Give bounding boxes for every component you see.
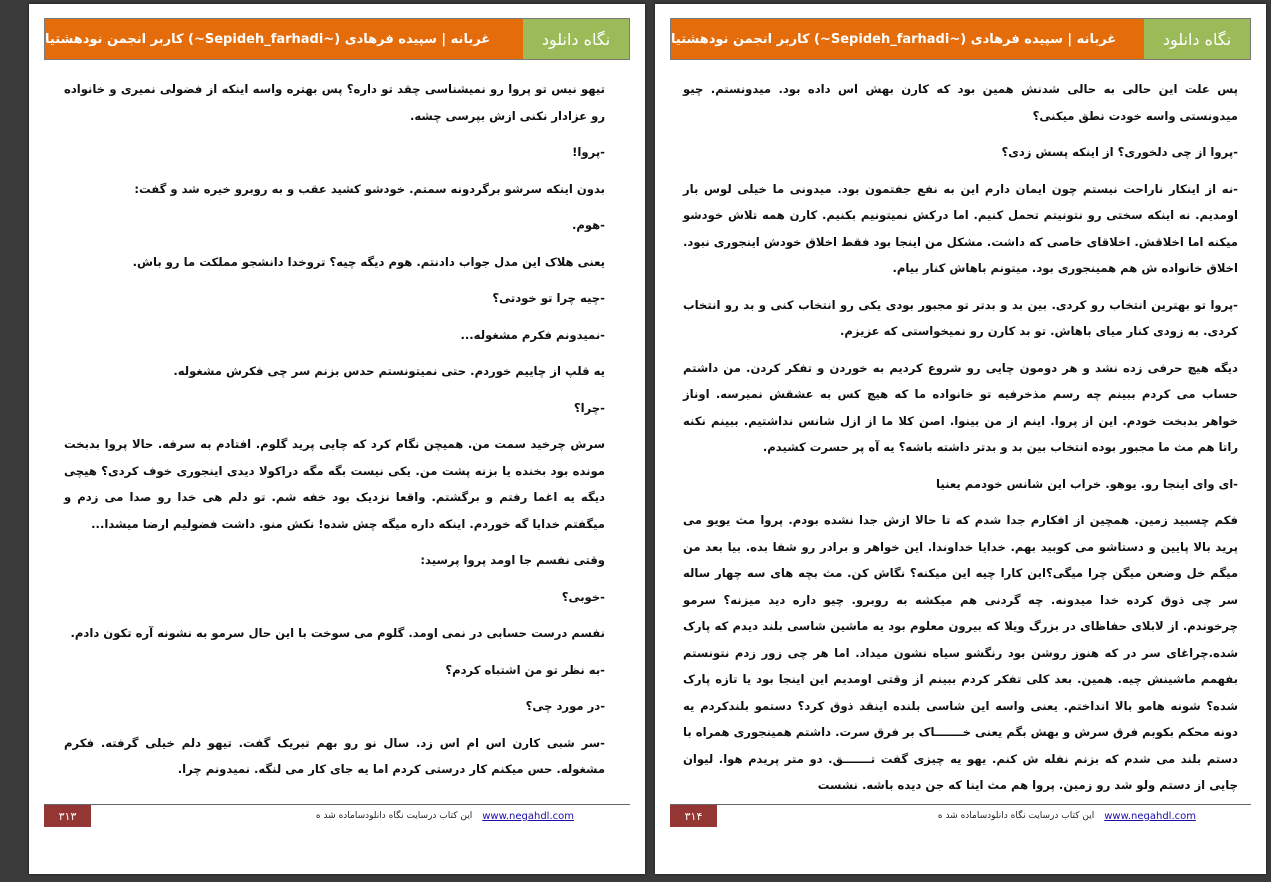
footer-link[interactable]: www.negahdl.com [482,810,574,822]
paragraph: -پروا از چی دلخوری؟ از اینکه پسش زدی؟ [1001,145,1238,159]
page-footer [44,804,630,827]
paragraph: -نه از اینکار ناراحت نیستم چون ایمان دارم این به نفع جفتمون بود. میدونی ما خیلی لوس بار اومدیم. نه اینکه سختی رو نتونیتم تحمل کنیم. اما درکش نمیتونیم بکنیم. کارن همه تلاش خودشو میکنه اما اخلاقش. اخلاقای خاصی که داشت. مشکل من اینجا بود فقط اخلاق خودش اینجوری نبود. اخلاق خانواده ش هم همینجوری بود. میتونم باهاش کنار بیام. [683,181,1238,275]
page-number: ۳۱۳ [44,805,91,827]
paragraph: یعنی هلاک این مدل جواب دادنتم. هوم دیگه چیه؟ تروخدا دانشجو مملکت ما رو باش. [132,254,605,269]
page-body [64,76,605,793]
paragraph: تیهو نیس تو پروا رو نمیشناسی چقد تو داره؟ پس بهتره واسه اینکه از فضولی نمیری و خانواده رو عزادار نکنی ازش بپرسی چشه. [64,82,605,123]
paragraph: پس علت این حالی به حالی شدنش همین بود که کارن بهش اس داده بود. میدونستم. چیو میدونستی واسه خودت نطق میکنی؟ [683,82,1238,123]
paragraph: -در مورد چی؟ [525,699,605,713]
footer-link[interactable]: www.negahdl.com [1104,810,1196,822]
header-title-bar [671,19,1144,59]
footer-note: این کتاب درسایت نگاه دانلودساماده شد ه [315,811,473,821]
page-footer [670,804,1251,827]
paragraph: سرش چرخید سمت من. همیچن نگام کرد که چایی پرید گلوم. افتادم به سرفه. حالا پروا بدبخت مونده بود بخنده یا بزنه پشت من. یکی نیست بگه مگه دراکولا دیدی اینجوری خوف کردی؟ هیچی دیگه یه اغما رفتم و برگشتم. واقعا نزدیک بود خفه شم. تو دلم هی خدا رو صدا می زدم و میگفتم خدایا گه خوردم. اینکه داره میگه چش شده! نکش منو. داشت فضولیم ارضا میشدا... [64,437,605,531]
page-header [670,18,1251,60]
page-body [683,76,1238,809]
page-header [44,18,630,60]
document-page-left [29,4,645,874]
paragraph: -پروا تو بهترین انتخاب رو کردی. بین بد و بدتر تو مجبور بودی یکی رو انتخاب کنی و بد رو انتخاب کردی. به زودی کنار میای باهاش. تو بد کارن رو نمیخواستی که عزیزم. [683,297,1238,338]
paragraph: نفسم درست حسابی در نمی اومد. گلوم می سوخت با این حال سرمو به نشونه آره تکون دادم. [70,626,605,640]
header-brand: نگاه دانلود [1144,19,1250,59]
paragraph: -نمیدونم فکرم مشغوله... [460,327,605,342]
header-title-bar [45,19,523,59]
paragraph: -چیه چرا تو خودتی؟ [492,291,605,305]
paragraph: -سر شبی کارن اس ام اس زد. سال نو رو بهم تبریک گفت. تیهو دلم خیلی گرفته. فکرم مشغوله. حس میکنم کار درستی کردم اما یه جای کار می لنگه. نمیدونم چرا. [64,735,605,776]
paragraph: دیگه هیچ حرفی زده نشد و هر دومون چایی رو شروع کردیم به خوردن و تفکر کردن. من داشتم حساب می کردم ببینم چه رسم مذخرفیه تو خانواده ما که هیچ کس به عشقش نمیرسه. اوناز خواهر بدبخت خودم. این از پروا. اینم از من بینوا. اصن کلا ما از ازل شانس نداشتیم. ببینم نکنه راتا هم مث ما مجبور بوده انتخاب بین بد و بدتر داشته باشه؟ یه آه پر حسرت کشیدم. [683,360,1238,454]
paragraph: -ای وای اینجا رو. یوهو. خراب این شانس خودمم یعنیا [936,476,1238,491]
paragraph: -پروا! [572,145,605,159]
header-title: غربانه | سپیده فرهادی (~Sepideh_farhadi~) کاربر انجمن نودهشتیا [45,31,491,47]
paragraph: بدون اینکه سرشو برگردونه سمتم. خودشو کشید عقب و به روبرو خیره شد و گفت: [134,181,605,196]
paragraph: فکم چسبید زمین. همچین از افکارم جدا شدم که تا حالا ازش جدا نشده بودم. پروا مث یویو می پرید بالا پایین و دستاشو می کوبید بهم. خدایا خداوندا. این خواهر و برادر رو شفا بده. بیا بعد من میگم خل وضعن میگن چرا میگی؟این کارا چیه این میکنه؟ نگاش کن. مث بچه های سه چهار ساله سر چی ذوق کرده خدا میدونه. چه گردنی هم میکشه به روبرو. چیو داره دید میزنه؟ سرمو چرخوندم. از لابلای حفاظای در بزرگ ویلا که بیرون معلوم بود یه ماشین شاسی بلند دیدم که پارک شده.چراغای سر در که هنوز روشن بود رنگشو سیاه نشون میداد. اما هر چی زور زدم نتونستم بفهمم ماشینش چیه. همین. بعد کلی تفکر کردم ببینم از وقتی اومدیم این اینجا بود یا تازه پارک شده؟ شونه هامو بالا انداختم. یعنی واسه این شاسی بلنده اینقد ذوق کرد؟ دستمو بلندکردم یه دونه محکم بکوبم فرق سرش و بهش بگم یعنی خـــــــاک بر فرق سرت. داشتم همینجوری همراه با دستم بلند می شدم که بزنم نفله ش کنم. یهو یه چیزی گفت تـــــــق. دو متر پریدم هوا. لیوان چایی از دستم ولو شد رو زمین. پروا هم مث اینا که جن دیده باشه. نشست [683,513,1238,792]
paragraph: -چرا؟ [573,400,605,415]
document-page-right [655,4,1266,874]
header-title: غربانه | سپیده فرهادی (~Sepideh_farhadi~) کاربر انجمن نودهشتیا [671,31,1117,47]
header-brand: نگاه دانلود [523,19,629,59]
paragraph: یه قلپ از چاییم خوردم. حتی نمیتونستم حدس بزنم سر چی فکرش مشغوله. [173,364,605,378]
page-number: ۳۱۴ [670,805,717,827]
paragraph: -به نظر تو من اشتباه کردم؟ [445,662,605,677]
paragraph: -خوبی؟ [561,589,605,604]
paragraph: -هوم. [571,218,605,232]
footer-note: این کتاب درسایت نگاه دانلودساماده شد ه [937,811,1095,821]
paragraph: وقتی نفسم جا اومد پروا پرسید: [420,553,605,567]
